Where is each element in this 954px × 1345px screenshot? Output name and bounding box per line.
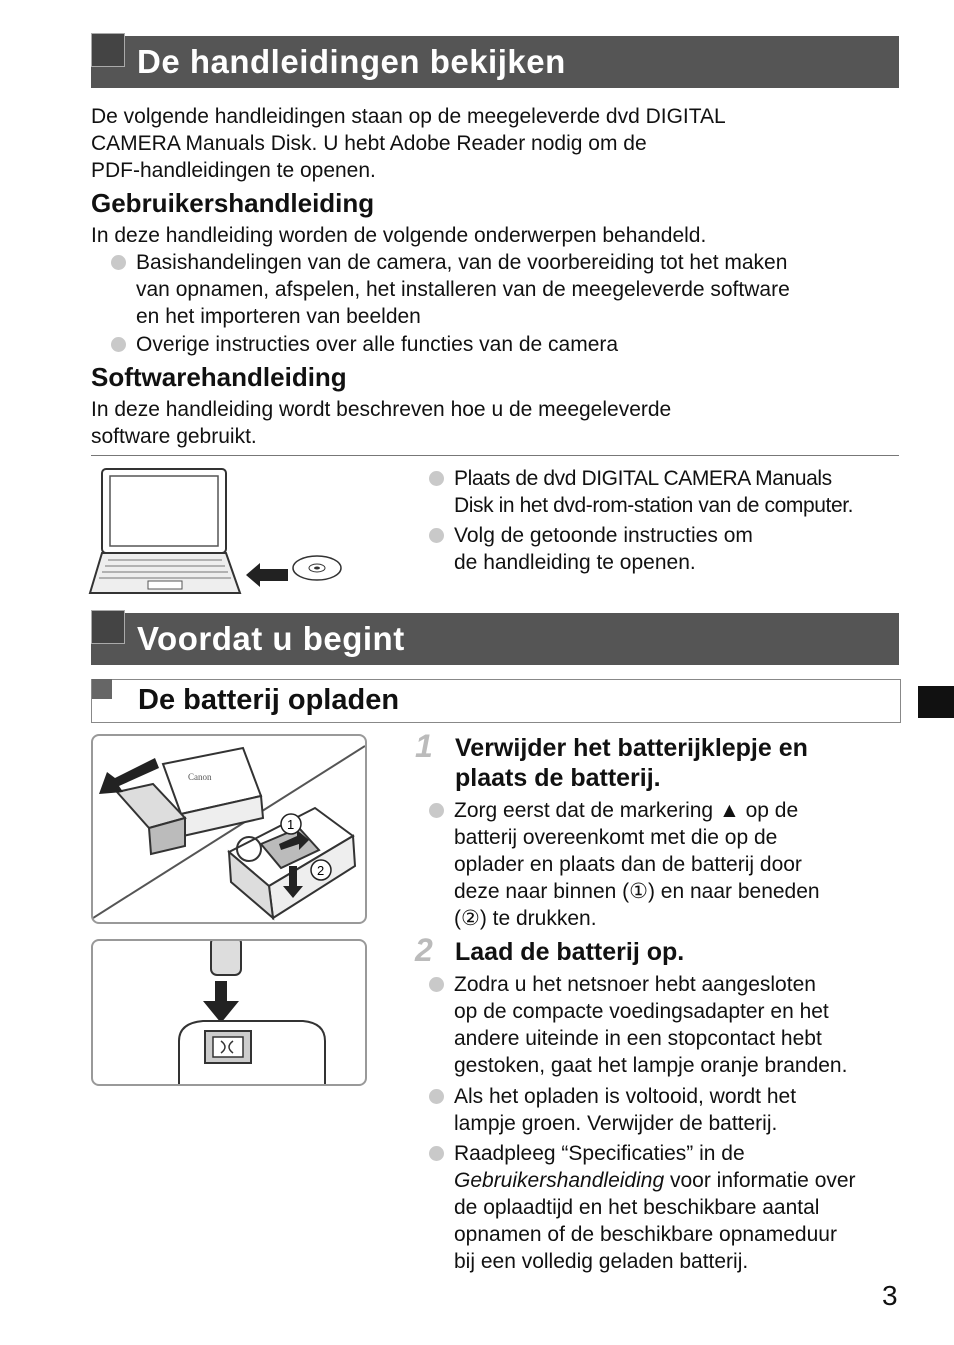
list-item <box>111 249 911 331</box>
battery-charger-drawing <box>93 736 365 922</box>
bullet-line: de oplaadtijd en het beschikbare aantal <box>454 1196 820 1219</box>
list-item <box>429 797 909 933</box>
user-manual-heading: Gebruikershandleiding <box>91 188 375 218</box>
bullet-icon <box>429 528 444 543</box>
plug-cord-illustration <box>91 939 367 1086</box>
software-manual-heading: Softwarehandleiding <box>91 362 347 392</box>
subsection-title: De batterij opladen <box>138 684 400 716</box>
manual-name-italic: Gebruikershandleiding <box>454 1169 665 1192</box>
bullet-line: Basishandelingen van de camera, van de voorbereiding tot het maken <box>136 251 788 274</box>
bullet-icon <box>429 803 444 818</box>
bullet-line: Overige instructies over alle functies van de camera <box>136 333 619 356</box>
divider <box>91 455 899 456</box>
chapter-tab-marker <box>918 686 954 718</box>
marker-2-label: 2 <box>317 863 325 878</box>
bullet-icon <box>111 337 126 352</box>
step-title <box>455 733 808 793</box>
bullet-line <box>454 1167 856 1194</box>
user-manual-desc: In deze handleiding worden de volgende onderwerpen behandeld. <box>91 224 707 247</box>
bullet-line: Zodra u het netsnoer hebt aangesloten <box>454 973 816 996</box>
list-item <box>429 465 909 519</box>
bullet-line: Plaats de dvd DIGITAL CAMERA Manuals <box>454 467 832 490</box>
intro-line: De volgende handleidingen staan op de meegeleverde dvd DIGITAL <box>91 105 726 128</box>
list-item <box>429 971 919 1079</box>
subsection-header <box>91 679 901 723</box>
bullet-icon <box>429 977 444 992</box>
bullet-line: (②) te drukken. <box>454 907 597 930</box>
bullet-line: gestoken, gaat het lampje oranje branden. <box>454 1054 848 1077</box>
bullet-line: Zorg eerst dat de markering ▲ op de <box>454 799 799 822</box>
page-number: 3 <box>882 1280 898 1311</box>
intro-line: CAMERA Manuals Disk. U hebt Adobe Reader nodig om de <box>91 132 647 155</box>
section-title: De handleidingen bekijken <box>137 43 566 80</box>
bullet-line-rest: voor informatie over <box>664 1169 856 1192</box>
list-item <box>429 1083 919 1137</box>
bullet-line: lampje groen. Verwijder de batterij. <box>454 1112 778 1135</box>
desc-line: In deze handleiding wordt beschreven hoe u de meegeleverde <box>91 398 672 421</box>
section-header-before-start <box>91 613 899 665</box>
bullet-line: van opnamen, afspelen, het installeren van de meegeleverde software <box>136 278 790 301</box>
step-title: Laad de batterij op. <box>455 938 685 966</box>
bullet-icon <box>429 1089 444 1104</box>
intro-paragraph <box>91 103 726 184</box>
list-item <box>429 1140 919 1275</box>
step-number: 1 <box>415 728 433 764</box>
bullet-line: opnamen of de beschikbare opnameduur <box>454 1223 837 1246</box>
bullet-line: Volg de getoonde instructies om <box>454 524 753 547</box>
list-item <box>429 522 909 576</box>
subheader-square-icon <box>92 679 112 699</box>
bullet-line: op de compacte voedingsadapter en het <box>454 1000 829 1023</box>
bullet-line: de handleiding te openen. <box>454 551 696 574</box>
header-square-icon <box>91 33 125 67</box>
software-manual-desc <box>91 396 671 450</box>
step-number: 2 <box>415 932 433 968</box>
battery-brand-label: Canon <box>188 772 212 782</box>
bullet-icon <box>429 1146 444 1161</box>
bullet-line: Raadpleeg “Specificaties” in de <box>454 1142 745 1165</box>
bullet-line: Disk in het dvd-rom-station van de computer. <box>454 494 854 517</box>
battery-insert-illustration <box>91 734 367 924</box>
intro-line: PDF-handleidingen te openen. <box>91 159 376 182</box>
plug-drawing <box>93 941 365 1084</box>
bullet-line: bij een volledig geladen batterij. <box>454 1250 749 1273</box>
step-title-line: Verwijder het batterijklepje en <box>455 734 808 762</box>
bullet-icon <box>429 471 444 486</box>
section-title: Voordat u begint <box>137 620 405 657</box>
list-item <box>111 331 911 358</box>
header-square-icon <box>91 610 125 644</box>
desc-line: software gebruikt. <box>91 425 257 448</box>
bullet-icon <box>111 255 126 270</box>
bullet-line: Als het opladen is voltooid, wordt het <box>454 1085 797 1108</box>
bullet-line: batterij overeenkomt met die op de <box>454 826 778 849</box>
marker-1-label: 1 <box>287 817 295 832</box>
bullet-line: en het importeren van beelden <box>136 305 421 328</box>
bullet-line: oplader en plaats dan de batterij door <box>454 853 802 876</box>
step-title-line: plaats de batterij. <box>455 764 661 792</box>
section-header-manuals <box>91 36 899 88</box>
bullet-line: deze naar binnen (①) en naar beneden <box>454 880 820 903</box>
laptop-dvd-illustration <box>88 465 348 600</box>
bullet-line: andere uiteinde in een stopcontact hebt <box>454 1027 822 1050</box>
